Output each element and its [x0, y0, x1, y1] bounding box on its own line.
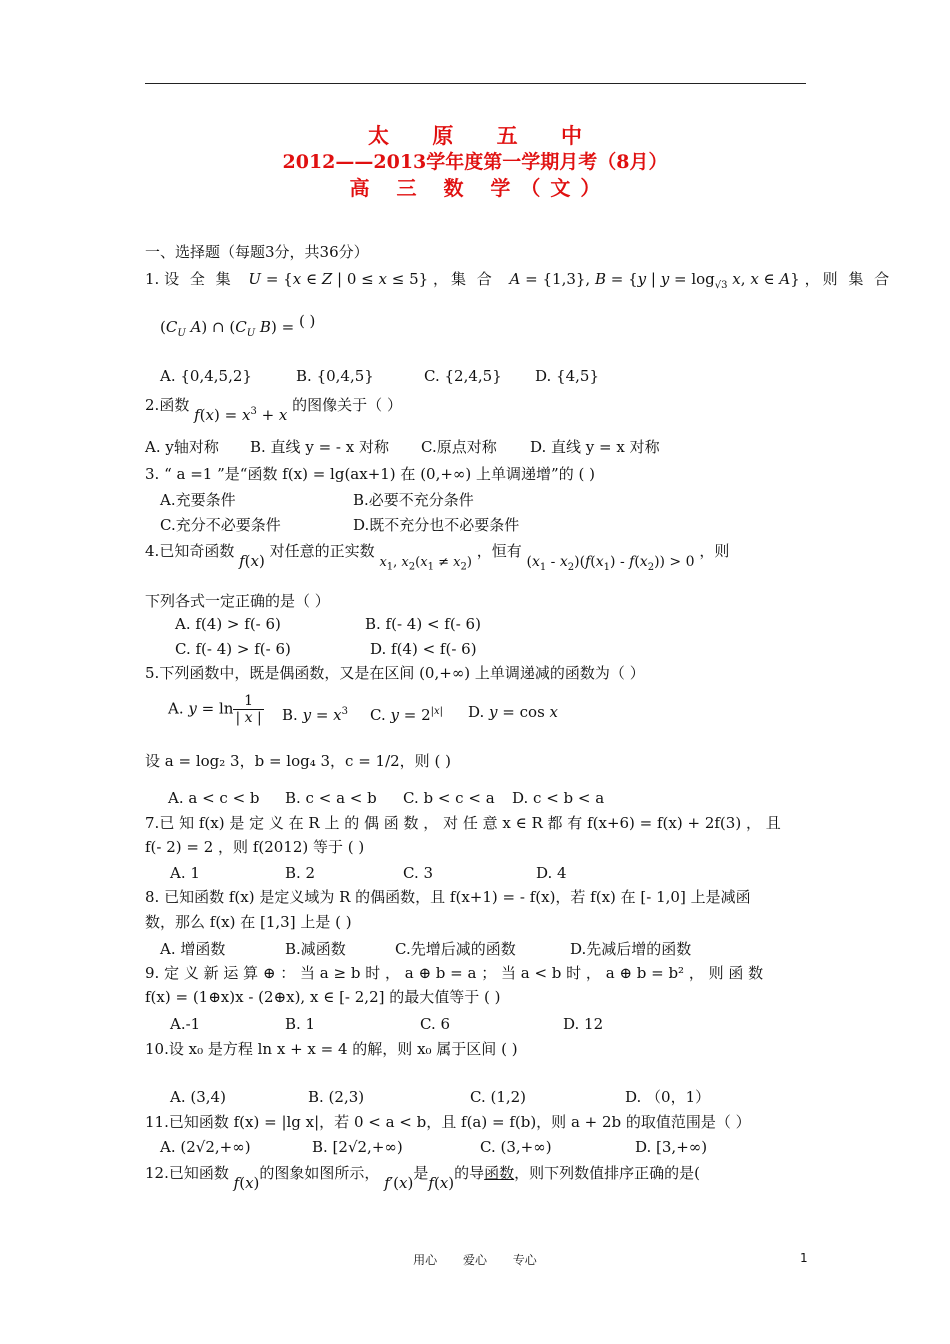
- question-12: 12.已知函数 f(x)的图象如图所示， f′(x)是f(x)的导函数，则下列数值排序正确的是(: [145, 1164, 701, 1192]
- question-8-line2: 数，那么 f(x) 在 [1,3] 上是 ( ): [145, 913, 352, 931]
- option-d: D. 直线 y = x 对称: [530, 438, 660, 456]
- exam-term: 2012——2013学年度第一学期月考（8月）: [282, 151, 668, 173]
- question-10: 10.设 x₀ 是方程 ln x + x = 4 的解，则 x₀ 属于区间 ( ): [145, 1040, 518, 1058]
- option-a: A. y = ln $\frac{1}{| x |}$: [168, 693, 262, 726]
- option-b: B. $y = x^3$: [282, 706, 349, 724]
- option-b: B. [2√2,+∞): [312, 1138, 403, 1156]
- option-c: C. (1,2): [470, 1088, 527, 1106]
- question-text: 设 全 集: [164, 270, 234, 288]
- page-footer: 用心 爱心 专心: [413, 1253, 537, 1267]
- math-x1x2: $x_1$, $x_2(x_1 \ne x_2)$: [379, 555, 472, 573]
- question-6: 设 a = log₂ 3，b = log₄ 3，c = 1/2，则 ( ): [145, 752, 451, 770]
- option-c: C. {2,4,5}: [424, 367, 502, 385]
- question-9: 9. 定 义 新 运 算 ⊕ ： 当 a ≥ b 时 ， a ⊕ b = a ； 当 a < b 时 ， a ⊕ b = b² ， 则 函 数: [145, 964, 764, 982]
- question-4-line2: 下列各式一定正确的是（ ）: [145, 592, 330, 610]
- option-d: D. [3,+∞): [635, 1138, 708, 1156]
- option-c: C.先增后减的函数: [395, 940, 516, 958]
- question-8: 8. 已知函数 f(x) 是定义域为 R 的偶函数，且 f(x+1) = - f(x)，若 f(x) 在 [- 1,0] 上是减函: [145, 888, 751, 906]
- option-b: B. 1: [285, 1015, 316, 1033]
- option-c: C. 6: [420, 1015, 451, 1033]
- option-a: A. f(4) > f(- 6): [175, 615, 281, 633]
- option-b: B. 2: [285, 864, 316, 882]
- math-fprime: f′(x): [384, 1174, 414, 1192]
- option-c: C. 3: [403, 864, 434, 882]
- option-a: A. (2√2,+∞): [160, 1138, 251, 1156]
- question-1-expr: [160, 312, 316, 343]
- math-complement: ($C_U$ A) ∩ ($C_U$ B) =: [160, 318, 295, 339]
- option-b: B.减函数: [285, 940, 346, 958]
- question-2: 2.函数 $f(x) = x^3 + x$ 的图像关于（ ）: [145, 396, 402, 424]
- option-d: D. y = cos x: [468, 703, 559, 721]
- school-name: 太 原 五 中: [368, 123, 600, 148]
- option-d: D. c < b < a: [512, 789, 605, 807]
- question-text: ，集 合: [432, 270, 495, 288]
- option-b: B.必要不充分条件: [353, 491, 474, 509]
- option-a: A. (3,4): [170, 1088, 226, 1106]
- question-text: ，则 集 合: [804, 270, 893, 288]
- option-b: B. (2,3): [308, 1088, 365, 1106]
- option-b: B. c < a < b: [285, 789, 377, 807]
- math-fx: f(x): [233, 1174, 260, 1192]
- math-fx: f(x): [428, 1174, 455, 1192]
- math-sets-ab: A = {1,3}, B = {y | $y = \log_{√3} x$, x ∈ A}: [509, 270, 800, 291]
- question-1: [145, 270, 892, 295]
- option-d: D. （0，1）: [625, 1088, 711, 1106]
- option-c: C. (3,+∞): [480, 1138, 552, 1156]
- option-a: A. {0,4,5,2}: [160, 367, 252, 385]
- option-a: A. a < c < b: [168, 789, 260, 807]
- section-heading: 一、选择题（每题3分，共36分）: [145, 243, 369, 261]
- answer-blank: ( ): [298, 312, 316, 330]
- option-d: D. 12: [563, 1015, 604, 1033]
- underlined-word: 函数: [484, 1164, 515, 1182]
- option-a: A. 1: [170, 864, 200, 882]
- option-c: C.充分不必要条件: [160, 516, 281, 534]
- question-3: 3. “ a =1 ”是“函数 f(x) = lg(ax+1) 在 (0,+∞) 上单调递增”的 ( ): [145, 465, 595, 483]
- exam-subject: 高 三 数 学（文）: [349, 176, 611, 200]
- question-11: 11.已知函数 f(x) = |lg x|，若 0 < a < b，且 f(a) = f(b)，则 a + 2b 的取值范围是（ ）: [145, 1113, 751, 1131]
- option-c: C. $y = 2^{|x|}$: [370, 706, 444, 724]
- option-d: D. f(4) < f(- 6): [370, 640, 477, 658]
- math-inequality: $(x_1 - x_2)(f(x_1) - f(x_2)) > 0$: [526, 554, 695, 573]
- math-function: $f(x) = x^3 + x$: [194, 406, 288, 424]
- option-d: D.先减后增的函数: [570, 940, 692, 958]
- option-b: B. {0,4,5}: [296, 367, 374, 385]
- page-number: 1: [800, 1251, 808, 1265]
- option-d: D. 4: [536, 864, 567, 882]
- option-b: B. 直线 y = - x 对称: [250, 438, 389, 456]
- header-rule: [145, 83, 806, 84]
- question-4: 4.已知奇函数 f(x) 对任意的正实数 $x_1$, $x_2(x_1 \ne x_2)$ ，恒有 $(x_1 - x_2)(f(x_1) - f(x_2)) > 0$ ，则: [145, 542, 730, 573]
- option-c: C. b < c < a: [403, 789, 495, 807]
- question-number: 1.: [145, 270, 160, 288]
- option-a: A.-1: [170, 1015, 201, 1033]
- option-d: D. {4,5}: [535, 367, 599, 385]
- math-fx: f(x): [239, 552, 265, 570]
- question-7: 7.已 知 f(x) 是 定 义 在 R 上 的 偶 函 数 ， 对 任 意 x ∈ R 都 有 f(x+6) = f(x) + 2f(3) ， 且: [145, 814, 781, 832]
- question-7-line2: f(- 2) = 2 ，则 f(2012) 等于 ( ): [145, 838, 365, 856]
- option-a: A. y轴对称: [145, 438, 219, 456]
- option-a: A.充要条件: [160, 491, 236, 509]
- question-9-line2: f(x) = (1⊕x)x - (2⊕x), x ∈ [- 2,2] 的最大值等于 ( ): [145, 988, 501, 1006]
- option-c: C.原点对称: [421, 438, 497, 456]
- math-set-u: U = {x ∈ Z | 0 ≤ x ≤ 5}: [248, 270, 429, 288]
- option-d: D.既不充分也不必要条件: [353, 516, 520, 534]
- option-a: A. 增函数: [160, 940, 226, 958]
- option-c: C. f(- 4) > f(- 6): [175, 640, 291, 658]
- question-5: 5.下列函数中，既是偶函数，又是在区间 (0,+∞) 上单调递减的函数为（ ）: [145, 664, 645, 682]
- option-b: B. f(- 4) < f(- 6): [365, 615, 481, 633]
